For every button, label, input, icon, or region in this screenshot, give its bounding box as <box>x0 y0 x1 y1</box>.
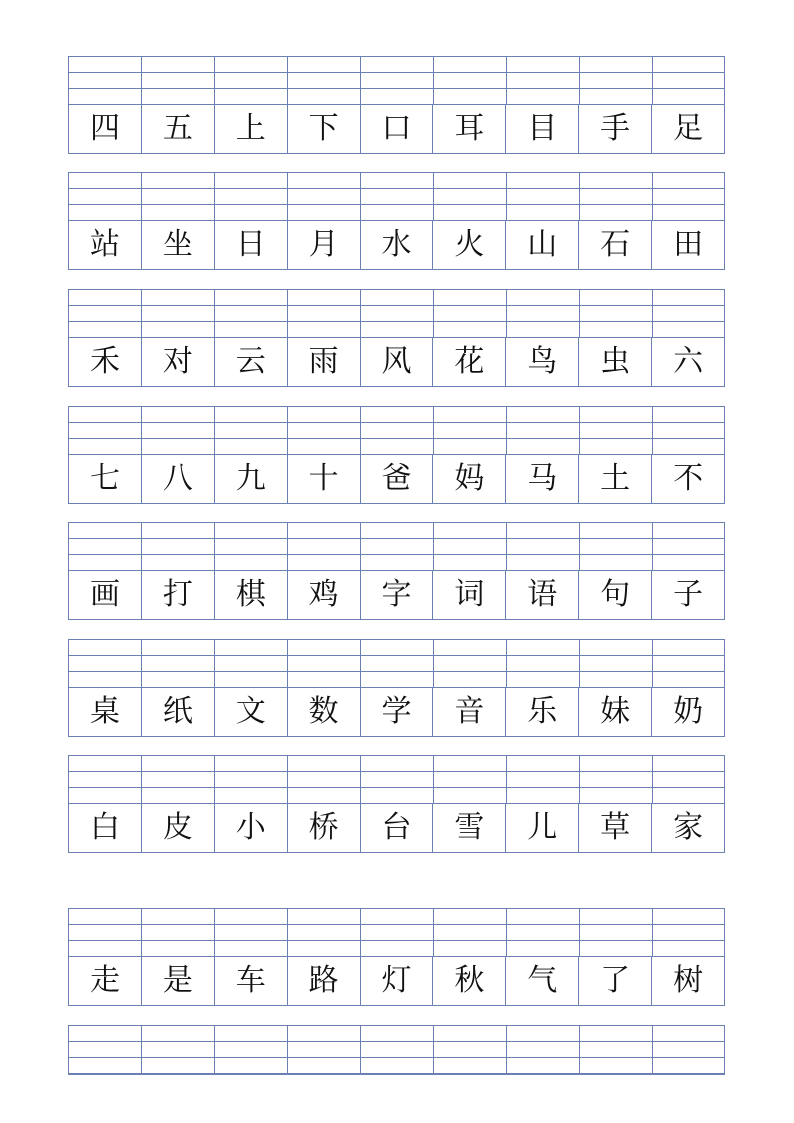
column-divider <box>506 56 507 104</box>
column-divider <box>652 289 653 337</box>
character-row <box>68 687 725 737</box>
column-divider <box>360 406 361 454</box>
column-divider <box>652 56 653 104</box>
character-cell: 走 <box>69 956 142 1005</box>
character-cell: 鸟 <box>506 337 579 386</box>
pinyin-guide-line <box>68 671 725 672</box>
column-divider <box>506 522 507 570</box>
pinyin-guide-line <box>68 289 725 290</box>
character-cell: 风 <box>361 337 434 386</box>
pinyin-guide-line <box>68 771 725 772</box>
character-cell: 家 <box>673 809 704 845</box>
character-cell: 虫 <box>579 337 652 386</box>
writing-grid-block <box>68 289 725 387</box>
pinyin-writing-band <box>68 172 725 220</box>
writing-grid-block <box>68 1025 725 1075</box>
column-divider <box>141 56 142 104</box>
column-divider <box>287 289 288 337</box>
column-divider <box>214 639 215 687</box>
column-divider <box>141 172 142 220</box>
column-divider <box>652 639 653 687</box>
column-divider <box>579 755 580 803</box>
character-cell: 路 <box>288 956 361 1005</box>
column-divider <box>433 522 434 570</box>
column-divider <box>433 755 434 803</box>
column-divider <box>214 1025 215 1073</box>
pinyin-guide-line <box>68 787 725 788</box>
character-cell: 上 <box>215 104 288 153</box>
writing-grid-block <box>68 56 725 154</box>
character-cell: 雨 <box>288 337 361 386</box>
character-cell: 雪 <box>433 803 506 852</box>
character-cell: 七 <box>69 454 142 503</box>
column-divider <box>287 172 288 220</box>
column-divider <box>579 639 580 687</box>
column-divider <box>287 908 288 956</box>
column-divider <box>724 639 725 687</box>
column-divider <box>214 172 215 220</box>
pinyin-guide-line <box>68 1025 725 1026</box>
pinyin-guide-line <box>68 908 725 909</box>
column-divider <box>724 289 725 337</box>
character-cell: 口 <box>361 104 434 153</box>
character-cell: 字 <box>361 570 434 619</box>
pinyin-guide-line <box>68 570 725 571</box>
pinyin-guide-line <box>68 655 725 656</box>
character-cell: 马 <box>506 454 579 503</box>
character-cell: 棋 <box>215 570 288 619</box>
pinyin-guide-line <box>68 940 725 941</box>
character-cell: 句 <box>579 570 652 619</box>
pinyin-guide-line <box>68 1041 725 1042</box>
column-divider <box>287 406 288 454</box>
column-divider <box>287 639 288 687</box>
pinyin-guide-line <box>68 321 725 322</box>
writing-grid-block <box>68 406 725 504</box>
column-divider <box>506 908 507 956</box>
character-cell: 气 <box>506 956 579 1005</box>
character-cell: 不 <box>673 460 704 496</box>
column-divider <box>68 172 69 220</box>
column-divider <box>433 406 434 454</box>
column-divider <box>141 522 142 570</box>
column-divider <box>506 406 507 454</box>
column-divider <box>214 755 215 803</box>
column-divider <box>141 406 142 454</box>
pinyin-guide-line <box>68 337 725 338</box>
column-divider <box>652 406 653 454</box>
column-divider <box>68 289 69 337</box>
column-divider <box>433 289 434 337</box>
column-divider <box>287 522 288 570</box>
pinyin-writing-band <box>68 639 725 687</box>
column-divider <box>506 639 507 687</box>
character-row <box>68 220 725 270</box>
character-cell: 儿 <box>506 803 579 852</box>
pinyin-guide-line <box>68 305 725 306</box>
character-cell: 奶 <box>673 693 704 729</box>
character-cell: 草 <box>579 803 652 852</box>
column-divider <box>68 639 69 687</box>
column-divider <box>141 1025 142 1073</box>
character-cell: 文 <box>215 687 288 736</box>
writing-grid-block <box>68 172 725 270</box>
pinyin-guide-line <box>68 454 725 455</box>
pinyin-guide-line <box>68 538 725 539</box>
character-cell: 妹 <box>579 687 652 736</box>
writing-grid-block <box>68 755 725 853</box>
pinyin-writing-band <box>68 56 725 104</box>
column-divider <box>68 56 69 104</box>
writing-grid-block <box>68 522 725 620</box>
column-divider <box>652 522 653 570</box>
column-divider <box>214 908 215 956</box>
character-cell: 桥 <box>288 803 361 852</box>
column-divider <box>360 639 361 687</box>
column-divider <box>724 172 725 220</box>
column-divider <box>579 172 580 220</box>
column-divider <box>287 1025 288 1073</box>
column-divider <box>506 172 507 220</box>
character-cell: 日 <box>215 220 288 269</box>
column-divider <box>724 1025 725 1073</box>
character-cell: 五 <box>142 104 215 153</box>
character-cell: 灯 <box>361 956 434 1005</box>
pinyin-guide-line <box>68 1073 725 1074</box>
column-divider <box>579 522 580 570</box>
character-cell: 台 <box>361 803 434 852</box>
character-cell: 四 <box>69 104 142 153</box>
column-divider <box>724 908 725 956</box>
writing-grid-block <box>68 639 725 737</box>
character-cell: 小 <box>215 803 288 852</box>
pinyin-writing-band <box>68 1025 725 1073</box>
column-divider <box>68 406 69 454</box>
column-divider <box>652 1025 653 1073</box>
character-row <box>68 956 725 1006</box>
column-divider <box>433 56 434 104</box>
character-cell: 音 <box>433 687 506 736</box>
character-row <box>68 570 725 620</box>
column-divider <box>433 1025 434 1073</box>
pinyin-writing-band <box>68 289 725 337</box>
column-divider <box>652 755 653 803</box>
pinyin-guide-line <box>68 188 725 189</box>
character-cell: 对 <box>142 337 215 386</box>
character-cell: 月 <box>288 220 361 269</box>
column-divider <box>652 172 653 220</box>
character-cell: 纸 <box>142 687 215 736</box>
column-divider <box>141 639 142 687</box>
character-cell: 水 <box>361 220 434 269</box>
column-divider <box>287 755 288 803</box>
column-divider <box>506 755 507 803</box>
column-divider <box>724 755 725 803</box>
character-cell: 车 <box>215 956 288 1005</box>
column-divider <box>214 522 215 570</box>
column-divider <box>579 908 580 956</box>
pinyin-guide-line <box>68 803 725 804</box>
column-divider <box>579 406 580 454</box>
column-divider <box>433 908 434 956</box>
pinyin-writing-band <box>68 755 725 803</box>
pinyin-guide-line <box>68 956 725 957</box>
pinyin-guide-line <box>68 522 725 523</box>
writing-grid-block <box>68 908 725 1006</box>
character-cell: 乐 <box>506 687 579 736</box>
character-cell: 坐 <box>142 220 215 269</box>
pinyin-guide-line <box>68 56 725 57</box>
character-cell: 足 <box>673 110 704 146</box>
character-cell: 数 <box>288 687 361 736</box>
character-cell: 下 <box>288 104 361 153</box>
column-divider <box>724 56 725 104</box>
character-cell: 语 <box>506 570 579 619</box>
column-divider <box>68 755 69 803</box>
column-divider <box>506 289 507 337</box>
character-cell: 十 <box>288 454 361 503</box>
column-divider <box>360 755 361 803</box>
character-cell: 爸 <box>361 454 434 503</box>
character-cell: 妈 <box>433 454 506 503</box>
character-cell: 耳 <box>433 104 506 153</box>
character-cell: 站 <box>69 220 142 269</box>
pinyin-writing-band <box>68 908 725 956</box>
character-cell: 手 <box>579 104 652 153</box>
column-divider <box>287 56 288 104</box>
pinyin-guide-line <box>68 639 725 640</box>
pinyin-guide-line <box>68 554 725 555</box>
character-cell: 田 <box>673 226 704 262</box>
character-row <box>68 104 725 154</box>
character-cell: 山 <box>506 220 579 269</box>
character-cell: 禾 <box>69 337 142 386</box>
character-cell: 白 <box>69 803 142 852</box>
character-row <box>68 803 725 853</box>
character-row <box>68 454 725 504</box>
column-divider <box>214 406 215 454</box>
column-divider <box>360 172 361 220</box>
pinyin-guide-line <box>68 72 725 73</box>
column-divider <box>579 289 580 337</box>
column-divider <box>141 755 142 803</box>
column-divider <box>433 639 434 687</box>
column-divider <box>214 289 215 337</box>
character-row <box>68 337 725 387</box>
character-cell: 词 <box>433 570 506 619</box>
pinyin-guide-line <box>68 422 725 423</box>
column-divider <box>579 56 580 104</box>
column-divider <box>579 1025 580 1073</box>
column-divider <box>360 56 361 104</box>
character-cell: 桌 <box>69 687 142 736</box>
character-cell: 目 <box>506 104 579 153</box>
character-cell: 九 <box>215 454 288 503</box>
column-divider <box>360 908 361 956</box>
character-cell: 画 <box>69 570 142 619</box>
column-divider <box>68 908 69 956</box>
character-cell: 鸡 <box>288 570 361 619</box>
column-divider <box>724 522 725 570</box>
pinyin-guide-line <box>68 204 725 205</box>
pinyin-guide-line <box>68 220 725 221</box>
character-cell: 石 <box>579 220 652 269</box>
pinyin-guide-line <box>68 438 725 439</box>
character-cell: 六 <box>673 343 704 379</box>
column-divider <box>141 289 142 337</box>
character-cell: 皮 <box>142 803 215 852</box>
column-divider <box>433 172 434 220</box>
pinyin-guide-line <box>68 924 725 925</box>
column-divider <box>360 1025 361 1073</box>
column-divider <box>360 289 361 337</box>
column-divider <box>68 1025 69 1073</box>
column-divider <box>68 522 69 570</box>
character-cell: 打 <box>142 570 215 619</box>
column-divider <box>724 406 725 454</box>
pinyin-guide-line <box>68 88 725 89</box>
character-cell: 八 <box>142 454 215 503</box>
pinyin-guide-line <box>68 104 725 105</box>
character-cell: 了 <box>579 956 652 1005</box>
pinyin-guide-line <box>68 687 725 688</box>
character-cell: 子 <box>673 576 704 612</box>
character-cell: 土 <box>579 454 652 503</box>
pinyin-guide-line <box>68 1057 725 1058</box>
pinyin-writing-band <box>68 522 725 570</box>
column-divider <box>506 1025 507 1073</box>
character-cell: 云 <box>215 337 288 386</box>
character-cell: 火 <box>433 220 506 269</box>
pinyin-writing-band <box>68 406 725 454</box>
character-cell: 学 <box>361 687 434 736</box>
character-cell: 秋 <box>433 956 506 1005</box>
column-divider <box>360 522 361 570</box>
pinyin-guide-line <box>68 755 725 756</box>
character-cell: 是 <box>142 956 215 1005</box>
column-divider <box>141 908 142 956</box>
pinyin-guide-line <box>68 172 725 173</box>
character-cell: 树 <box>673 962 704 998</box>
column-divider <box>652 908 653 956</box>
character-cell: 花 <box>433 337 506 386</box>
column-divider <box>214 56 215 104</box>
pinyin-guide-line <box>68 406 725 407</box>
